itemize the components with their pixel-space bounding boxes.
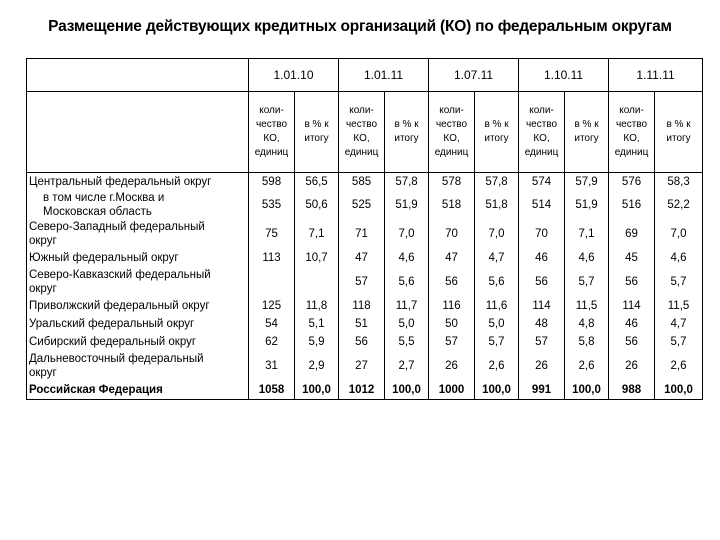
percent-cell: 11,5: [565, 297, 609, 315]
count-cell: 56: [609, 267, 655, 297]
date-header: 1.11.11: [609, 59, 703, 92]
percent-cell: 56,5: [295, 173, 339, 192]
count-cell: 516: [609, 191, 655, 219]
count-cell: 50: [429, 315, 475, 333]
table-row: [27, 219, 703, 249]
percent-cell: 5,9: [295, 333, 339, 351]
percent-cell: 2,6: [655, 351, 703, 381]
percent-cell: 57,8: [385, 173, 429, 192]
count-cell: 991: [519, 381, 565, 400]
percent-cell: 7,1: [295, 219, 339, 249]
percent-cell: 11,8: [295, 297, 339, 315]
date-header: 1.01.11: [339, 59, 429, 92]
percent-cell: 7,0: [655, 219, 703, 249]
percent-cell: 52,2: [655, 191, 703, 219]
percent-cell: 58,3: [655, 173, 703, 192]
region-name: Российская Федерация: [27, 381, 249, 400]
count-cell: 26: [609, 351, 655, 381]
count-cell: 46: [519, 249, 565, 267]
percent-cell: 2,9: [295, 351, 339, 381]
date-header: 1.07.11: [429, 59, 519, 92]
count-cell: 114: [609, 297, 655, 315]
credit-organizations-table: [26, 58, 703, 400]
percent-header: в % к итогу: [295, 92, 339, 173]
percent-cell: 51,8: [475, 191, 519, 219]
percent-cell: 5,7: [655, 267, 703, 297]
percent-cell: 11,5: [655, 297, 703, 315]
count-cell: 27: [339, 351, 385, 381]
count-cell: 26: [519, 351, 565, 381]
percent-cell: 5,8: [565, 333, 609, 351]
count-cell: 57: [339, 267, 385, 297]
percent-cell: 4,6: [655, 249, 703, 267]
header-corner: [27, 92, 249, 173]
table-row: [27, 249, 703, 267]
header-corner: [27, 59, 249, 92]
count-cell: 62: [249, 333, 295, 351]
count-cell: 71: [339, 219, 385, 249]
count-cell: 47: [339, 249, 385, 267]
table-row: [27, 267, 703, 297]
count-cell: 514: [519, 191, 565, 219]
count-cell: 518: [429, 191, 475, 219]
count-cell: 125: [249, 297, 295, 315]
count-cell: 1000: [429, 381, 475, 400]
percent-header: в % к итогу: [475, 92, 519, 173]
percent-cell: 4,7: [655, 315, 703, 333]
count-cell: 57: [429, 333, 475, 351]
region-name: Южный федеральный округ: [27, 249, 249, 267]
count-header: коли- чество КО, единиц: [609, 92, 655, 173]
count-cell: 114: [519, 297, 565, 315]
percent-cell: 57,8: [475, 173, 519, 192]
region-name: Центральный федеральный округ: [27, 173, 249, 192]
region-name: Уральский федеральный округ: [27, 315, 249, 333]
percent-cell: 50,6: [295, 191, 339, 219]
count-cell: 51: [339, 315, 385, 333]
percent-cell: 2,6: [565, 351, 609, 381]
count-cell: 46: [609, 315, 655, 333]
percent-cell: 2,7: [385, 351, 429, 381]
count-header: коли- чество КО, единиц: [339, 92, 385, 173]
percent-cell: 7,0: [475, 219, 519, 249]
percent-cell: 5,7: [655, 333, 703, 351]
region-name: Сибирский федеральный округ: [27, 333, 249, 351]
percent-cell: 100,0: [655, 381, 703, 400]
count-cell: 598: [249, 173, 295, 192]
percent-cell: 5,1: [295, 315, 339, 333]
count-cell: 75: [249, 219, 295, 249]
table-row: [27, 351, 703, 381]
count-cell: 113: [249, 249, 295, 267]
count-cell: 54: [249, 315, 295, 333]
percent-cell: 5,7: [565, 267, 609, 297]
table-row: [27, 333, 703, 351]
count-cell: 1058: [249, 381, 295, 400]
region-name: Северо-Кавказский федеральный округ: [27, 267, 249, 297]
date-header-row: [27, 59, 703, 92]
count-cell: 69: [609, 219, 655, 249]
count-cell: 535: [249, 191, 295, 219]
percent-cell: 4,7: [475, 249, 519, 267]
percent-cell: 5,5: [385, 333, 429, 351]
percent-cell: 51,9: [385, 191, 429, 219]
percent-cell: 100,0: [565, 381, 609, 400]
percent-cell: 4,6: [385, 249, 429, 267]
count-cell: 1012: [339, 381, 385, 400]
percent-cell: 100,0: [295, 381, 339, 400]
count-cell: 57: [519, 333, 565, 351]
region-name: Северо-Западный федеральный округ: [27, 219, 249, 249]
count-cell: [249, 267, 295, 297]
count-header: коли- чество КО, единиц: [519, 92, 565, 173]
count-cell: 988: [609, 381, 655, 400]
table-row: [27, 381, 703, 400]
percent-cell: 5,6: [385, 267, 429, 297]
count-cell: 576: [609, 173, 655, 192]
count-cell: 56: [339, 333, 385, 351]
percent-cell: 4,6: [565, 249, 609, 267]
percent-cell: 5,0: [475, 315, 519, 333]
count-cell: 70: [519, 219, 565, 249]
count-cell: 574: [519, 173, 565, 192]
percent-cell: 4,8: [565, 315, 609, 333]
percent-cell: 11,7: [385, 297, 429, 315]
count-cell: 48: [519, 315, 565, 333]
region-name: Приволжский федеральный округ: [27, 297, 249, 315]
percent-cell: 11,6: [475, 297, 519, 315]
percent-cell: 10,7: [295, 249, 339, 267]
percent-cell: 100,0: [385, 381, 429, 400]
count-cell: 47: [429, 249, 475, 267]
percent-header: в % к итогу: [565, 92, 609, 173]
percent-cell: 7,0: [385, 219, 429, 249]
date-header: 1.10.11: [519, 59, 609, 92]
count-cell: 56: [609, 333, 655, 351]
count-cell: 116: [429, 297, 475, 315]
percent-header: в % к итогу: [385, 92, 429, 173]
count-cell: 26: [429, 351, 475, 381]
count-cell: 525: [339, 191, 385, 219]
count-header: коли- чество КО, единиц: [429, 92, 475, 173]
table-row: [27, 191, 703, 219]
table-body: [27, 173, 703, 400]
count-cell: 56: [429, 267, 475, 297]
table-row: [27, 315, 703, 333]
percent-cell: 5,0: [385, 315, 429, 333]
percent-cell: [295, 267, 339, 297]
count-header: коли- чество КО, единиц: [249, 92, 295, 173]
count-cell: 45: [609, 249, 655, 267]
percent-cell: 5,7: [475, 333, 519, 351]
percent-cell: 5,6: [475, 267, 519, 297]
page-title: Размещение действующих кредитных организаций (КО) по федеральным округам: [48, 18, 672, 35]
percent-cell: 57,9: [565, 173, 609, 192]
count-cell: 31: [249, 351, 295, 381]
count-cell: 70: [429, 219, 475, 249]
region-name: Дальневосточный федеральный округ: [27, 351, 249, 381]
count-cell: 56: [519, 267, 565, 297]
table-row: [27, 173, 703, 192]
count-cell: 578: [429, 173, 475, 192]
date-header: 1.01.10: [249, 59, 339, 92]
percent-cell: 51,9: [565, 191, 609, 219]
percent-cell: 2,6: [475, 351, 519, 381]
percent-cell: 100,0: [475, 381, 519, 400]
count-cell: 118: [339, 297, 385, 315]
sub-header-row: [27, 92, 703, 173]
percent-header: в % к итогу: [655, 92, 703, 173]
table-row: [27, 297, 703, 315]
region-name: в том числе г.Москва и Московская область: [27, 191, 249, 219]
count-cell: 585: [339, 173, 385, 192]
percent-cell: 7,1: [565, 219, 609, 249]
